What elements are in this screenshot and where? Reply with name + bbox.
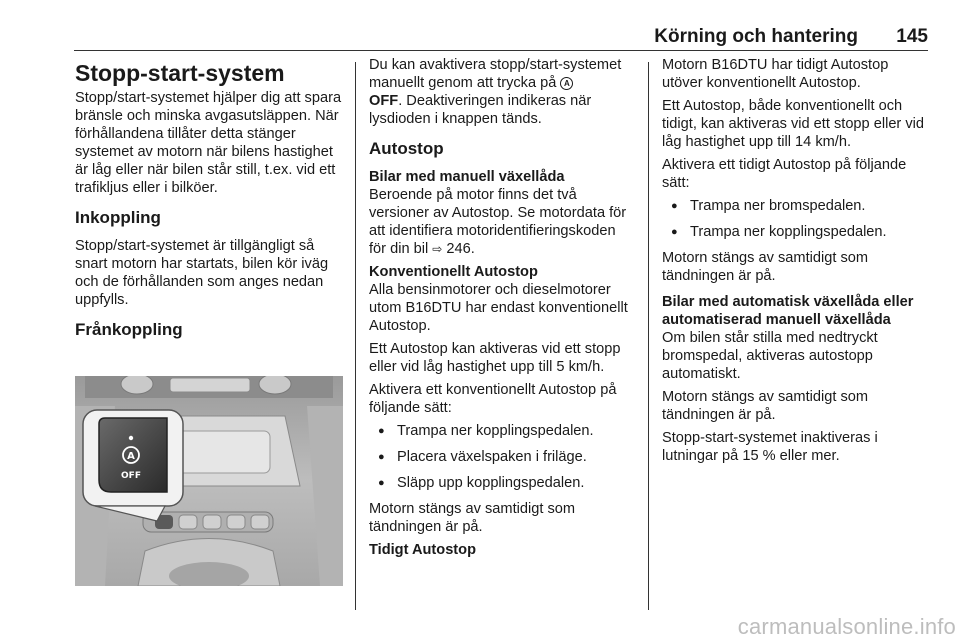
list-item: ● Placera växelspaken i friläge.: [369, 448, 635, 466]
conventional-paragraph-1: Alla bensinmotorer och dieselmotorer utom B16DTU har endast konventionellt Autostop.: [369, 282, 628, 334]
conventional-paragraph-2: Ett Autostop kan aktiveras vid ett stopp eller vid låg hastighet upp till 5 km/h.: [369, 341, 621, 375]
early-steps-list: [662, 197, 928, 241]
intro-paragraph: Stopp/start-systemet hjälper dig att spara bränsle och minska avgasutsläppen. När förhållandena tillåter detta stänger systemet av motorn när bilens hastighet är låg eller när bilen står still, t.ex. vid ett trafikljus eller i bilköer.: [75, 90, 342, 196]
heading-automatic-gearbox: Bilar med automatisk växellåda eller automatiserad manuell växellåda: [662, 294, 914, 328]
list-item: ● Släpp upp kopplingspedalen.: [369, 474, 635, 492]
heading-manual-gearbox: Bilar med manuell växellåda: [369, 169, 565, 185]
automatic-paragraph: Om bilen står stilla med nedtryckt bromspedal, aktiveras autostopp automatiskt.: [662, 330, 878, 382]
heading-autostop: Autostop: [369, 139, 444, 158]
page-reference-number: 246.: [442, 241, 475, 257]
off-term: OFF: [369, 93, 399, 109]
auto-icon-letter: A: [127, 451, 135, 462]
autostop-icon: A: [560, 77, 573, 90]
stop-start-button-illustration: [75, 376, 343, 586]
heading-early-autostop: Tidigt Autostop: [369, 542, 476, 558]
deactivation-paragraph: [369, 56, 635, 128]
deactivation-text-a: Du kan avaktivera stopp/start-systemet manuellt genom att trycka på: [369, 57, 622, 91]
heading-conventional-autostop: Konventionellt Autostop: [369, 264, 538, 280]
column-3: [662, 56, 928, 470]
list-item: ● Trampa ner kopplingspedalen.: [662, 223, 928, 241]
manual-text: Beroende på motor finns det två versioner av Autostop. Se motordata för att identifiera motoridentifieringskoden för din bil: [369, 187, 627, 257]
early-paragraph-2: Ett Autostop, både konventionellt och tidigt, kan aktiveras vid ett stopp eller vid låg hastighet upp till 14 km/h.: [662, 98, 925, 150]
after-steps-paragraph: Motorn stängs av samtidigt som tändningen är på.: [369, 501, 576, 535]
dashboard-illustration: [75, 376, 343, 586]
page-number: 145: [896, 26, 928, 47]
watermark: carmanualsonline.info: [737, 614, 956, 639]
heading-frankoppling: Frånkoppling: [75, 320, 183, 339]
header-divider: [74, 50, 928, 51]
list-item: ● Trampa ner bromspedalen.: [662, 197, 928, 215]
page-header: [74, 24, 928, 50]
column-1: [75, 56, 343, 349]
page-reference-icon: ⇨: [432, 242, 443, 256]
early-paragraph-3: Aktivera ett tidigt Autostop på följande sätt:: [662, 157, 907, 191]
automatic-paragraph-2: Motorn stängs av samtidigt som tändningen är på.: [662, 389, 869, 423]
off-label: OFF: [121, 471, 141, 481]
incline-paragraph: Stopp-start-systemet inaktiveras i lutningar på 15 % eller mer.: [662, 430, 878, 464]
page-title: Stopp-start-system: [75, 60, 285, 86]
early-paragraph-4: Motorn stängs av samtidigt som tändningen är på.: [662, 250, 869, 284]
deactivation-text-b: . Deaktiveringen indikeras när lysdioden i knappen tänds.: [369, 93, 592, 127]
column-2: [369, 56, 635, 559]
heading-inkoppling: Inkoppling: [75, 208, 161, 227]
column-divider-1: [355, 62, 356, 610]
list-item: ● Trampa ner kopplingspedalen.: [369, 422, 635, 440]
inkoppling-paragraph: Stopp/start-systemet är tillgängligt så snart motorn har startats, bilen kör iväg och de förhållanden som anges nedan uppfylls.: [75, 238, 329, 308]
section-title: Körning och hantering: [654, 26, 858, 47]
conventional-steps-list: [369, 422, 635, 492]
column-divider-2: [648, 62, 649, 610]
conventional-paragraph-3: Aktivera ett konventionellt Autostop på följande sätt:: [369, 382, 617, 416]
manual-gearbox-paragraph: [369, 186, 635, 258]
early-paragraph-1: Motorn B16DTU har tidigt Autostop utöver konventionellt Autostop.: [662, 57, 889, 91]
